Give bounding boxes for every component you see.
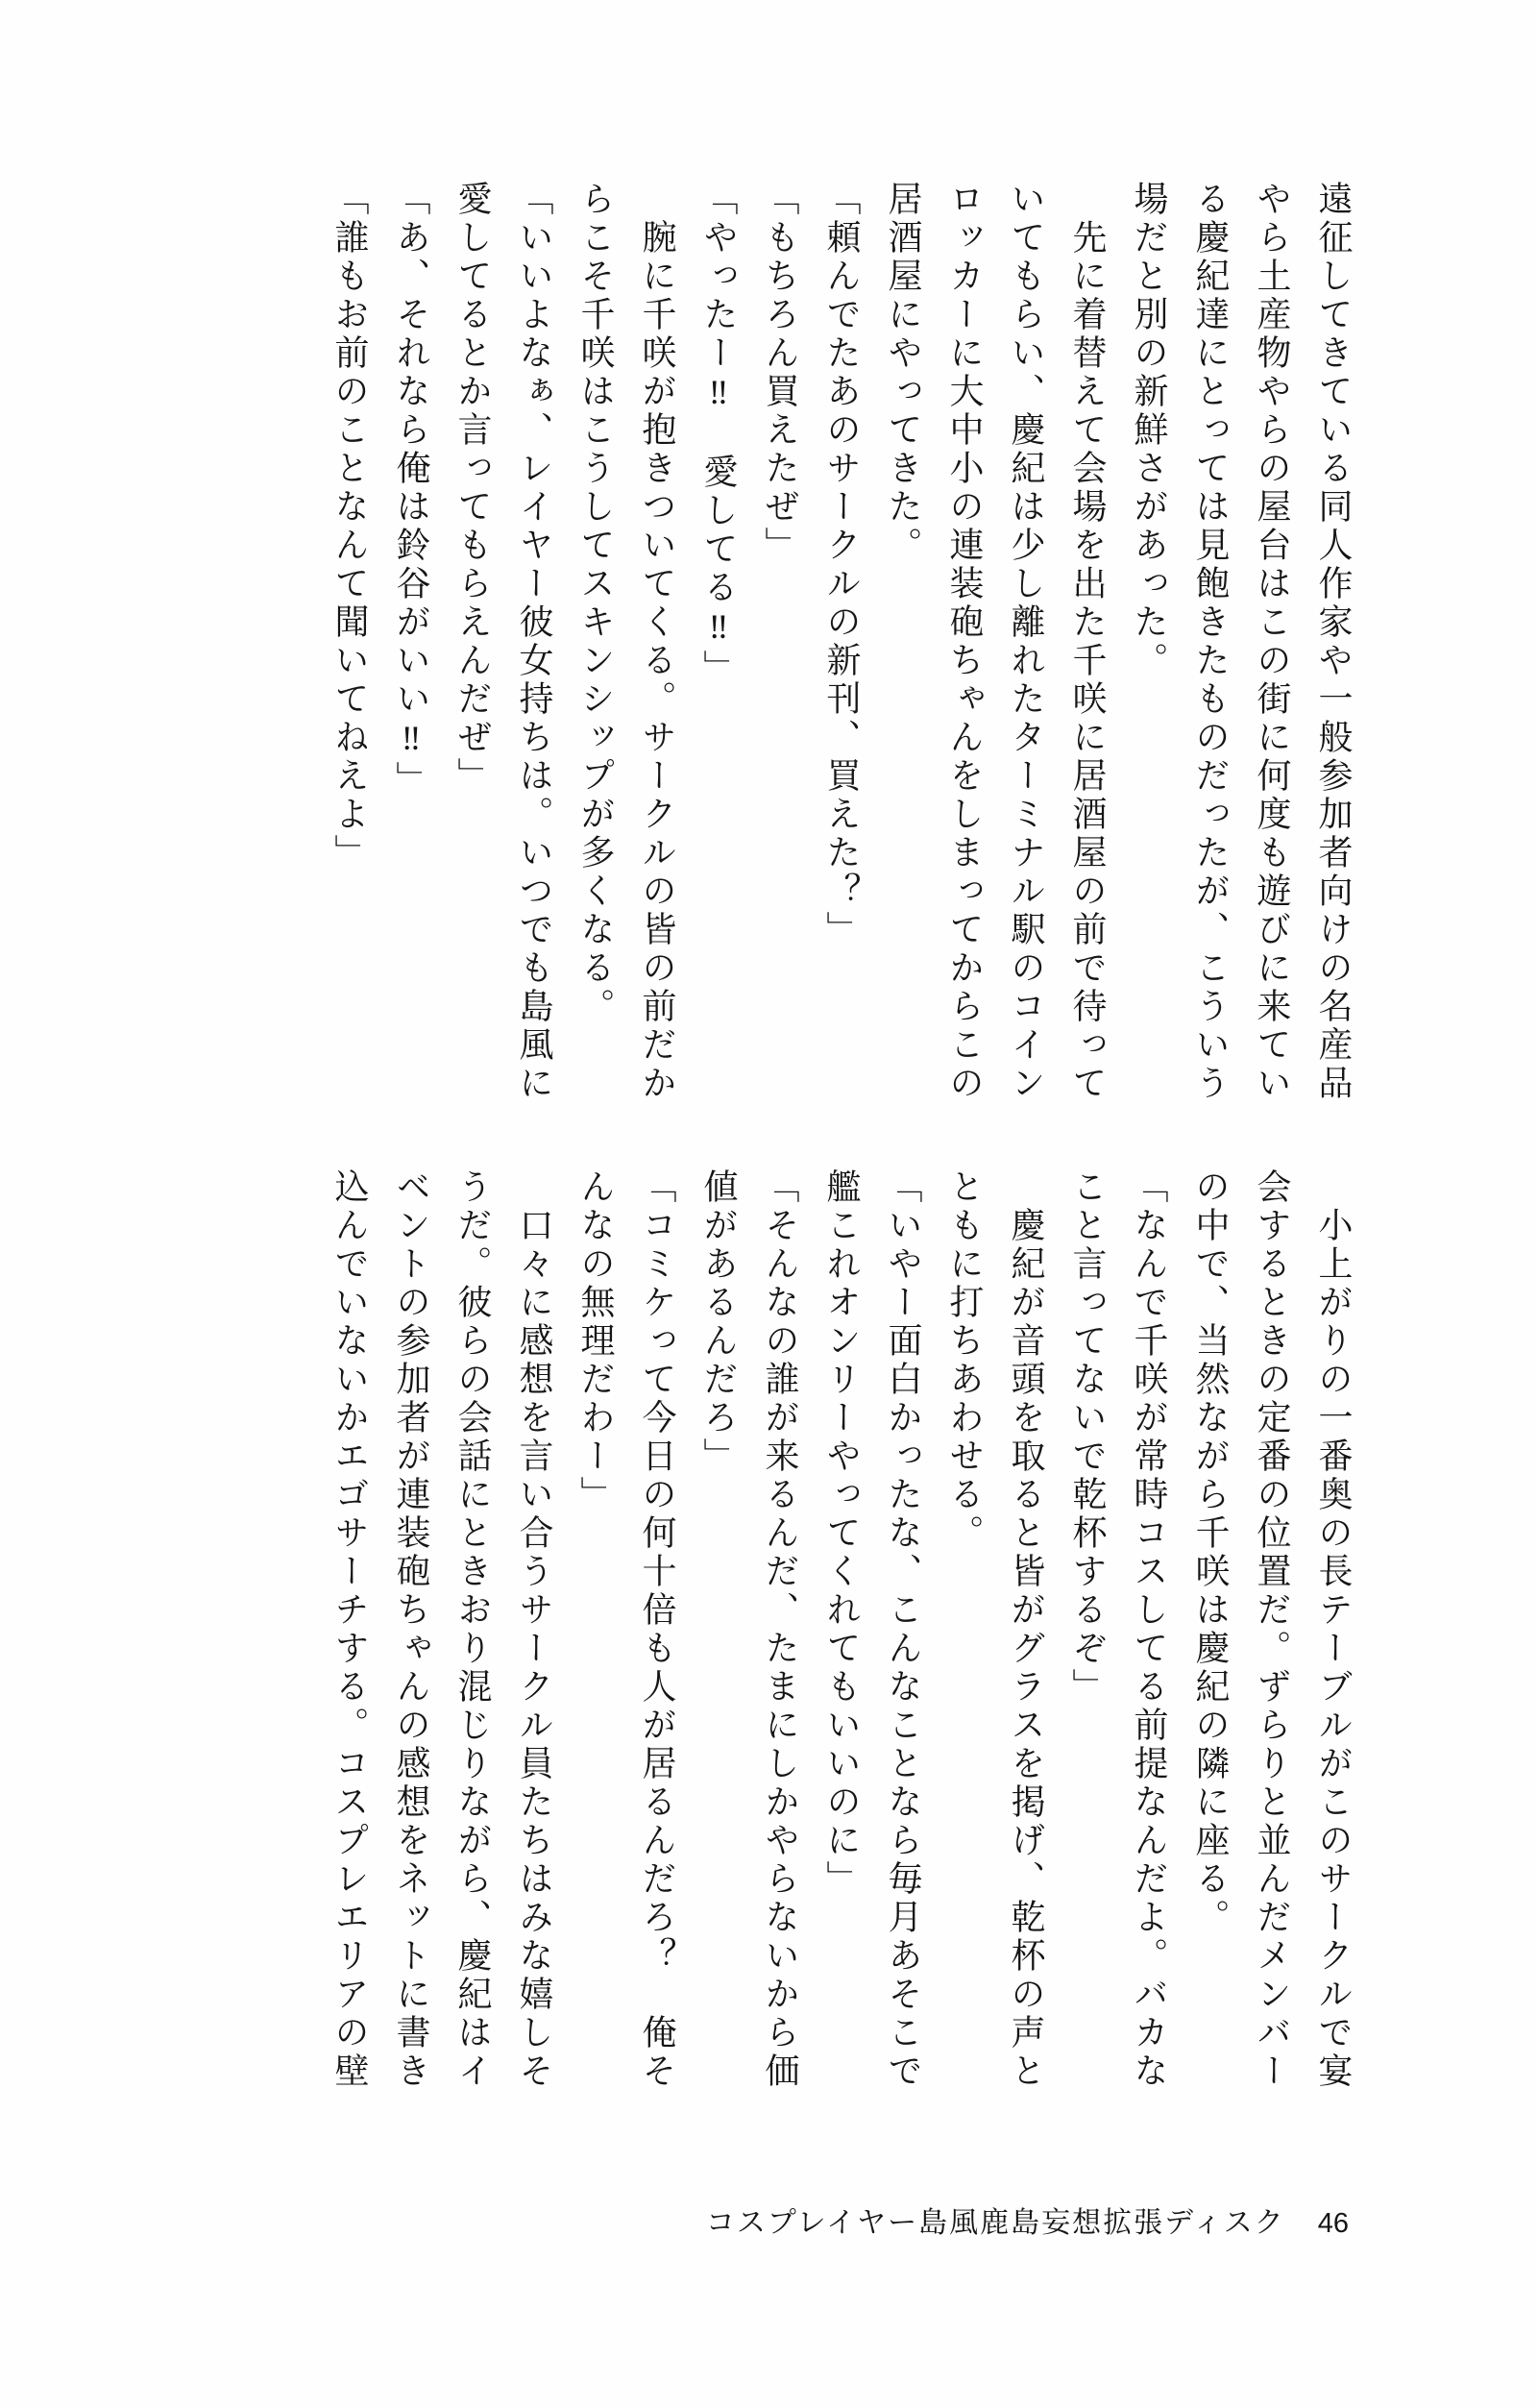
text-line: ロッカーに大中小の連装砲ちゃんをしまってからこの bbox=[945, 181, 984, 1103]
text-line: 「頼んでたあのサークルの新刊、買えた？」 bbox=[822, 181, 861, 949]
text-line: 値があるんだろ」 bbox=[699, 1168, 738, 1476]
text-block-top bbox=[319, 181, 1364, 1132]
text-line: 「なんで千咲が常時コスしてる前提なんだよ。バカな bbox=[1130, 1168, 1168, 2091]
text-line: 「コミケって今日の何十倍も人が居るんだろ？ 俺そ bbox=[638, 1168, 676, 2091]
text-line: こと言ってないで乾杯するぞ」 bbox=[1068, 1168, 1107, 1707]
text-line: 「もちろん買えたぜ」 bbox=[761, 181, 799, 565]
text-line: 愛してるとか言ってもらえんだぜ」 bbox=[453, 181, 492, 796]
text-line: 「やったー‼ 愛してる‼」 bbox=[699, 181, 738, 688]
text-line: んなの無理だわー」 bbox=[576, 1168, 615, 1514]
text-line: ベントの参加者が連装砲ちゃんの感想をネットに書き bbox=[392, 1168, 430, 2091]
text-line: の中で、当然ながら千咲は慶紀の隣に座る。 bbox=[1191, 1168, 1230, 1937]
text-line: ともに打ちあわせる。 bbox=[945, 1168, 984, 1553]
text-line: 込んでいないかエゴサーチする。コスプレエリアの壁 bbox=[330, 1168, 369, 2091]
text-line: 居酒屋にやってきた。 bbox=[884, 181, 922, 565]
text-line: 口々に感想を言い合うサークル員たちはみな嬉しそ bbox=[515, 1168, 553, 2091]
text-line: 先に着替えて会場を出た千咲に居酒屋の前で待って bbox=[1068, 181, 1107, 1103]
text-line: 会するときの定番の位置だ。ずらりと並んだメンバー bbox=[1253, 1168, 1291, 2091]
text-line: やら土産物やらの屋台はこの街に何度も遊びに来てい bbox=[1253, 181, 1291, 1103]
text-block-bottom bbox=[319, 1168, 1364, 2120]
page-number: 46 bbox=[1317, 2208, 1349, 2239]
text-line: 「誰もお前のことなんて聞いてねえよ」 bbox=[330, 181, 369, 872]
text-line: 小上がりの一番奥の長テーブルがこのサークルで宴 bbox=[1314, 1168, 1353, 2091]
text-line: 「そんなの誰が来るんだ、たまにしかやらないから価 bbox=[761, 1168, 799, 2091]
text-line: 腕に千咲が抱きついてくる。サークルの皆の前だか bbox=[638, 181, 676, 1103]
text-line: うだ。彼らの会話にときおり混じりながら、慶紀はイ bbox=[453, 1168, 492, 2091]
text-line: 「いいよなぁ、レイヤー彼女持ちは。いつでも島風に bbox=[515, 181, 553, 1103]
text-line: 遠征してきている同人作家や一般参加者向けの名産品 bbox=[1314, 181, 1353, 1103]
text-line: らこそ千咲はこうしてスキンシップが多くなる。 bbox=[576, 181, 615, 1026]
text-line: 艦これオンリーやってくれてもいいのに」 bbox=[822, 1168, 861, 1899]
text-line: 慶紀が音頭を取ると皆がグラスを掲げ、乾杯の声と bbox=[1007, 1168, 1045, 2091]
text-line: 「いやー面白かったな、こんなことなら毎月あそこで bbox=[884, 1168, 922, 2091]
text-line: 場だと別の新鮮さがあった。 bbox=[1130, 181, 1168, 680]
text-line: る慶紀達にとっては見飽きたものだったが、こういう bbox=[1191, 181, 1230, 1103]
footer-title: コスプレイヤー島風鹿島妄想拡張ディスク bbox=[705, 2207, 1285, 2239]
text-line: 「あ、それなら俺は鈴谷がいい‼」 bbox=[392, 181, 430, 799]
text-line: いてもらい、慶紀は少し離れたターミナル駅のコイン bbox=[1007, 181, 1045, 1103]
page-footer bbox=[706, 2199, 1349, 2241]
